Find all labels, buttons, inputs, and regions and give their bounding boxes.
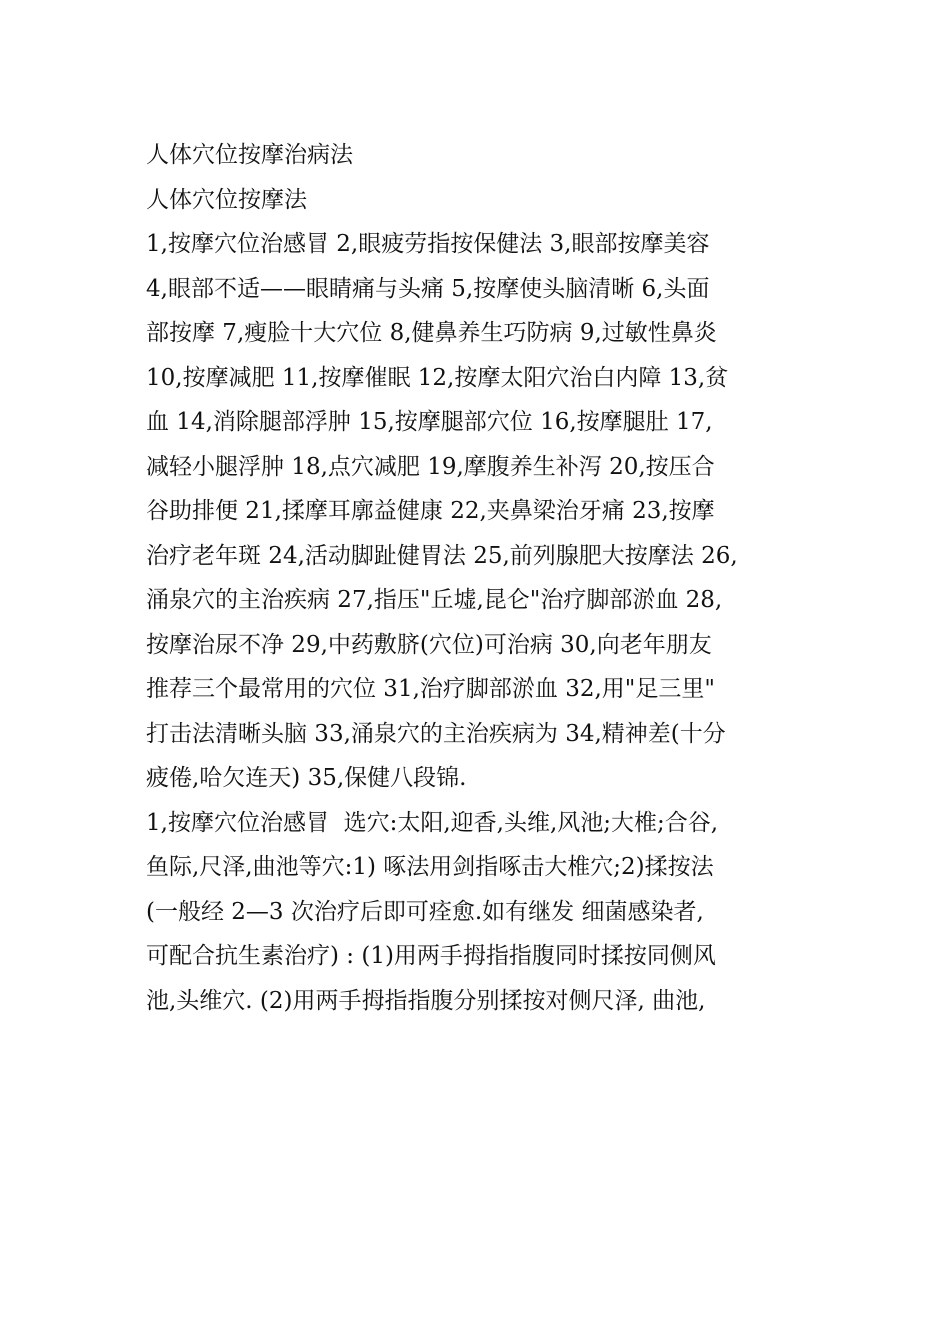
text-line: 部按摩 7,瘦脸十大穴位 8,健鼻养生巧防病 9,过敏性鼻炎 (146, 320, 717, 346)
text-line: 4,眼部不适——眼睛痛与头痛 5,按摩使头脑清晰 6,头面 (146, 275, 710, 302)
document-body (146, 133, 826, 1023)
text-line: 池,头维穴. (2)用两手拇指指腹分别揉按对侧尺泽, 曲池, (146, 987, 706, 1014)
document-subtitle: 人体穴位按摩法 (146, 186, 307, 213)
text-line: 1,按摩穴位治感冒 选穴:太阳,迎香,头维,风池;大椎;合谷, (146, 809, 719, 836)
document-title: 人体穴位按摩治病法 (146, 142, 353, 168)
text-line: 血 14,消除腿部浮肿 15,按摩腿部穴位 16,按摩腿肚 17, (146, 409, 713, 435)
text-line: 打击法清晰头脑 33,涌泉穴的主治疾病为 34,精神差(十分 (146, 720, 726, 747)
text-line: 涌泉穴的主治疾病 27,指压"丘墟,昆仑"治疗脚部淤血 28, (146, 587, 723, 613)
text-line: 可配合抗生素治疗) : (1)用两手拇指指腹同时揉按同侧风 (146, 943, 716, 969)
text-line: 1,按摩穴位治感冒 2,眼疲劳指按保健法 3,眼部按摩美容 (146, 231, 710, 257)
text-line: 按摩治尿不净 29,中药敷脐(穴位)可治病 30,向老年朋友 (146, 631, 712, 658)
text-line: 减轻小腿浮肿 18,点穴减肥 19,摩腹养生补泻 20,按压合 (146, 453, 715, 480)
text-line: (一般经 2—3 次治疗后即可痊愈.如有继发 细菌感染者, (146, 898, 704, 925)
text-line: 10,按摩减肥 11,按摩催眠 12,按摩太阳穴治白内障 13,贫 (146, 364, 729, 391)
text-line: 鱼际,尺泽,曲池等穴:1) 啄法用剑指啄击大椎穴;2)揉按法 (146, 854, 714, 880)
text-line: 疲倦,哈欠连天) 35,保健八段锦. (146, 765, 467, 791)
text-line: 谷助排便 21,揉摩耳廓益健康 22,夹鼻梁治牙痛 23,按摩 (146, 498, 715, 524)
text-line: 治疗老年斑 24,活动脚趾健胃法 25,前列腺肥大按摩法 26, (146, 542, 738, 569)
text-line: 推荐三个最常用的穴位 31,治疗脚部淤血 32,用"足三里" (146, 676, 715, 702)
